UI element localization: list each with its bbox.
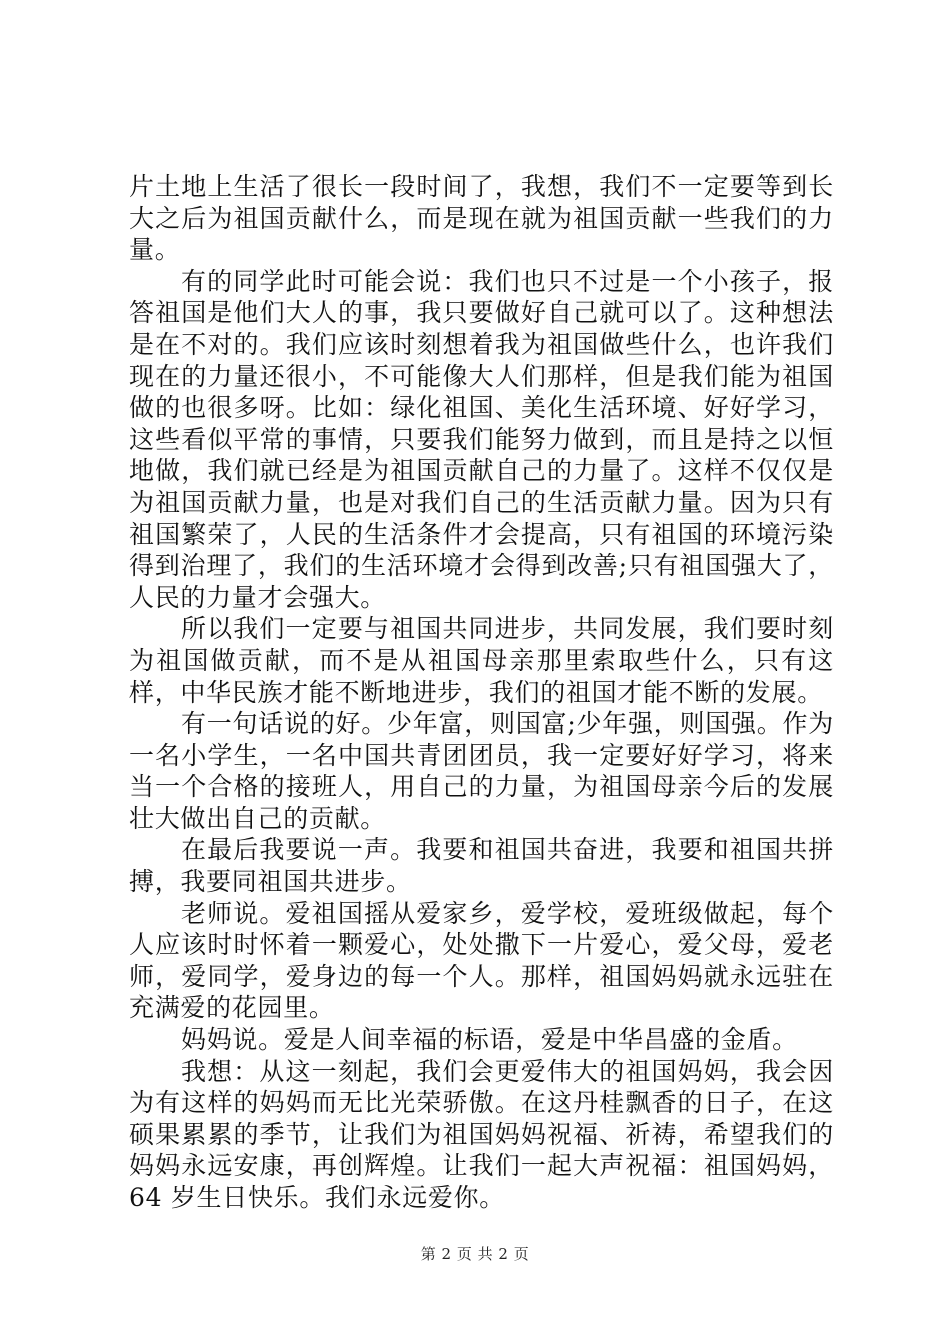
paragraph: 所以我们一定要与祖国共同进步，共同发展，我们要时刻为祖国做贡献，而不是从祖国母亲那里索取些什么，只有这样，中华民族才能不断地进步，我们的祖国才能不断的发展。 [129, 614, 834, 707]
page-number-footer: 第 2 页 共 2 页 [420, 1245, 530, 1263]
paragraph-continued: 片土地上生活了很长一段时间了，我想，我们不一定要等到长大之后为祖国贡献什么，而是现在就为祖国贡献一些我们的力量。 [129, 172, 834, 265]
paragraph: 在最后我要说一声。我要和祖国共奋进，我要和祖国共拼搏，我要同祖国共进步。 [129, 835, 834, 897]
paragraph: 我想：从这一刻起，我们会更爱伟大的祖国妈妈，我会因为有这样的妈妈而无比光荣骄傲。在这丹桂飘香的日子，在这硕果累累的季节，让我们为祖国妈妈祝福、祈祷，希望我们的妈妈永远安康，再创辉煌。让我们一起大声祝福：祖国妈妈，64 岁生日快乐。我们永远爱你。 [129, 1056, 834, 1212]
paragraph: 老师说。爱祖国摇从爱家乡，爱学校，爱班级做起，每个人应该时时怀着一颗爱心，处处撒下一片爱心，爱父母，爱老师，爱同学，爱身边的每一个人。那样，祖国妈妈就永远驻在充满爱的花园里。 [129, 898, 834, 1023]
paragraph: 妈妈说。爱是人间幸福的标语，爱是中华昌盛的金盾。 [181, 1025, 798, 1055]
paragraph: 有的同学此时可能会说：我们也只不过是一个小孩子，报答祖国是他们大人的事，我只要做好自己就可以了。这种想法是在不对的。我们应该时刻想着我为祖国做些什么，也许我们现在的力量还很小，不可能像大人们那样，但是我们能为祖国做的也很多呀。比如：绿化祖国、美化生活环境、好好学习，这些看似平常的事情，只要我们能努力做到，而且是持之以恒地做，我们就已经是为祖国贡献自己的力量了。这样不仅仅是为祖国贡献力量，也是对我们自己的生活贡献力量。因为只有祖国繁荣了，人民的生活条件才会提高，只有祖国的环境污染得到治理了，我们的生活环境才会得到改善;只有祖国强大了，人民的力量才会强大。 [129, 266, 834, 612]
paragraph: 有一句话说的好。少年富，则国富;少年强，则国强。作为一名小学生，一名中国共青团团员，我一定要好好学习，将来当一个合格的接班人，用自己的力量，为祖国母亲今后的发展壮大做出自己的贡献。 [129, 709, 834, 833]
document-body [129, 171, 834, 1214]
